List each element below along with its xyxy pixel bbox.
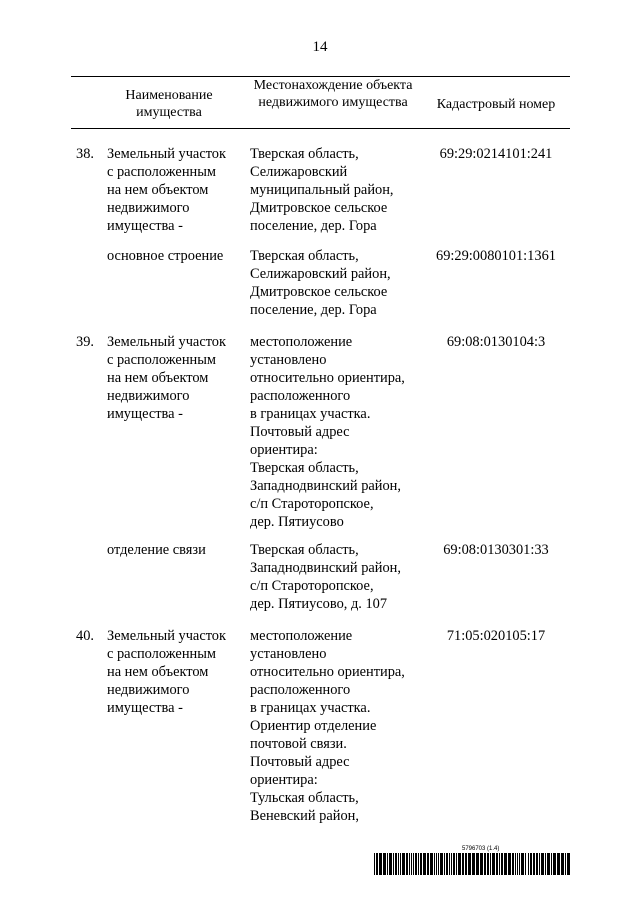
property-location-line: Западнодвинский район, [250, 478, 401, 494]
property-name-line: отделение связи [107, 542, 206, 558]
barcode-bar [409, 853, 410, 875]
barcode-bar [438, 853, 439, 875]
barcode-bar [374, 853, 375, 875]
property-name-line: имущества - [107, 218, 183, 234]
property-location-line: установлено [250, 646, 327, 662]
property-location-line: с/п Староторопское, [250, 578, 374, 594]
property-location-line: ориентира: [250, 442, 318, 458]
property-location-line: Селижаровский [250, 164, 348, 180]
barcode-bar [492, 853, 495, 875]
barcode-bar [449, 853, 450, 875]
property-location-line: Западнодвинский район, [250, 560, 401, 576]
barcode-bar [545, 853, 546, 875]
property-name-line: с расположенным [107, 352, 216, 368]
property-name [107, 541, 242, 559]
barcode-bar [530, 853, 532, 875]
cadastral-number: 69:29:0080101:1361 [436, 248, 556, 264]
row-number: 39. [76, 334, 94, 350]
property-location [250, 247, 425, 319]
property-location-line: Тверская область, [250, 146, 359, 162]
property-location-line: Тульская область, [250, 790, 359, 806]
property-location-line: расположенного [250, 682, 351, 698]
barcode-bar [517, 853, 518, 875]
property-name-line: на нем объектом [107, 370, 209, 386]
barcode-bar [484, 853, 486, 875]
barcode-bar [456, 853, 457, 875]
barcode-bar [462, 853, 464, 875]
barcode-bar [446, 853, 448, 875]
barcode-bar [490, 853, 491, 875]
barcode-bar [561, 853, 564, 875]
property-location-line: дер. Пятиусово [250, 514, 344, 530]
property-name-line: на нем объектом [107, 664, 209, 680]
property-name-line: основное строение [107, 248, 224, 264]
barcode-bar [508, 853, 511, 875]
property-location-line: в границах участка. [250, 700, 371, 716]
barcode-bar [551, 853, 552, 875]
property-location-line: дер. Пятиусово, д. 107 [250, 596, 388, 612]
barcode-bar [406, 853, 408, 875]
barcode-bar [536, 853, 538, 875]
barcode-bar [567, 853, 570, 875]
barcode-bar [379, 853, 382, 875]
barcode-bar [521, 853, 524, 875]
barcode-bar [393, 853, 394, 875]
property-name [107, 333, 242, 423]
barcode-bar [434, 853, 435, 875]
property-name-line: недвижимого [107, 388, 190, 404]
row-number: 40. [76, 628, 94, 644]
property-name [107, 627, 242, 717]
barcode-bar [476, 853, 479, 875]
cadastral-number: 69:08:0130301:33 [443, 542, 549, 558]
barcode-bar [395, 853, 397, 875]
barcode-bar [512, 853, 514, 875]
barcode-bar [420, 853, 422, 875]
barcode-bar [383, 853, 386, 875]
barcode-bar [501, 853, 503, 875]
barcode-label: 5796703 (1.4) [462, 846, 500, 852]
property-name-line: имущества - [107, 406, 183, 422]
property-location-line: Дмитровское сельское [250, 200, 388, 216]
barcode-bar [376, 853, 378, 875]
barcode-bar [533, 853, 535, 875]
property-location-line: Ориентир отделение [250, 718, 377, 734]
property-name-line: на нем объектом [107, 182, 209, 198]
property-name-line: недвижимого [107, 682, 190, 698]
barcode-bar [430, 853, 433, 875]
cadastral-number: 71:05:020105:17 [446, 628, 546, 644]
barcode-bar [541, 853, 544, 875]
barcode-bar [453, 853, 455, 875]
barcode-bar [398, 853, 399, 875]
property-location-line: установлено [250, 352, 327, 368]
property-name-line: с расположенным [107, 164, 216, 180]
barcode-bar [480, 853, 483, 875]
property-location-line: муниципальный район, [250, 182, 394, 198]
barcode-bar [472, 853, 475, 875]
barcode-bar [515, 853, 516, 875]
barcode-bar [525, 853, 526, 875]
property-name [107, 247, 242, 265]
barcode-bar [504, 853, 507, 875]
row-number: 38. [76, 146, 94, 162]
barcode-bar [413, 853, 414, 875]
property-location-line: Тверская область, [250, 460, 359, 476]
header-name: Наименование имущества [125, 88, 213, 120]
barcode-bar [440, 853, 443, 875]
header-cadastral: Кадастровый номер [436, 97, 556, 112]
property-name-line: недвижимого [107, 200, 190, 216]
property-name-line: Земельный участок [107, 146, 226, 162]
barcode-bar [415, 853, 417, 875]
property-location-line: Селижаровский район, [250, 266, 391, 282]
barcode-bar [553, 853, 556, 875]
property-location-line: Тверская область, [250, 542, 359, 558]
barcode-bar [557, 853, 560, 875]
property-location-line: местоположение [250, 334, 353, 350]
property-location-line: Веневский район, [250, 808, 359, 824]
property-location-line: с/п Староторопское, [250, 496, 374, 512]
property-location [250, 145, 425, 235]
barcode-bar [499, 853, 500, 875]
property-name [107, 145, 242, 235]
property-name-line: с расположенным [107, 646, 216, 662]
barcode-bar [436, 853, 437, 875]
property-location-line: поселение, дер. Гора [250, 302, 377, 318]
barcode-bar [411, 853, 412, 875]
barcode-bar [402, 853, 405, 875]
property-location-line: Почтовый адрес [250, 754, 350, 770]
barcode-bar [400, 853, 401, 875]
cadastral-number: 69:08:0130104:3 [446, 334, 546, 350]
barcode [374, 853, 570, 875]
barcode-bar [468, 853, 471, 875]
property-location-line: Дмитровское сельское [250, 284, 388, 300]
cadastral-number: 69:29:0214101:241 [439, 146, 553, 162]
barcode-bar [528, 853, 529, 875]
property-location-line: Почтовый адрес [250, 424, 350, 440]
property-name-line: Земельный участок [107, 334, 226, 350]
barcode-bar [423, 853, 426, 875]
barcode-bar [547, 853, 550, 875]
property-location-line: относительно ориентира, [250, 370, 405, 386]
property-name-line: Земельный участок [107, 628, 226, 644]
property-location-line: почтовой связи. [250, 736, 347, 752]
page-number: 14 [312, 39, 328, 55]
barcode-bar [427, 853, 429, 875]
property-location [250, 333, 425, 531]
barcode-bar [387, 853, 388, 875]
barcode-bar [539, 853, 540, 875]
property-location-line: в границах участка. [250, 406, 371, 422]
property-location-line: относительно ориентира, [250, 664, 405, 680]
property-location-line: ориентира: [250, 772, 318, 788]
property-name-line: имущества - [107, 700, 183, 716]
property-location-line: расположенного [250, 388, 351, 404]
property-location-line: поселение, дер. Гора [250, 218, 377, 234]
barcode-bar [389, 853, 392, 875]
property-location-line: местоположение [250, 628, 353, 644]
barcode-bar [444, 853, 445, 875]
barcode-bar [418, 853, 419, 875]
property-location [250, 541, 425, 613]
barcode-bar [458, 853, 461, 875]
header-bottom-rule [71, 128, 570, 129]
property-location [250, 627, 425, 825]
barcode-bar [487, 853, 489, 875]
header-location: Местонахождение объекта недвижимого имущества [253, 78, 413, 110]
barcode-bar [451, 853, 452, 875]
barcode-bar [496, 853, 498, 875]
property-location-line: Тверская область, [250, 248, 359, 264]
barcode-bar [519, 853, 520, 875]
barcode-bar [465, 853, 467, 875]
barcode-bar [565, 853, 566, 875]
